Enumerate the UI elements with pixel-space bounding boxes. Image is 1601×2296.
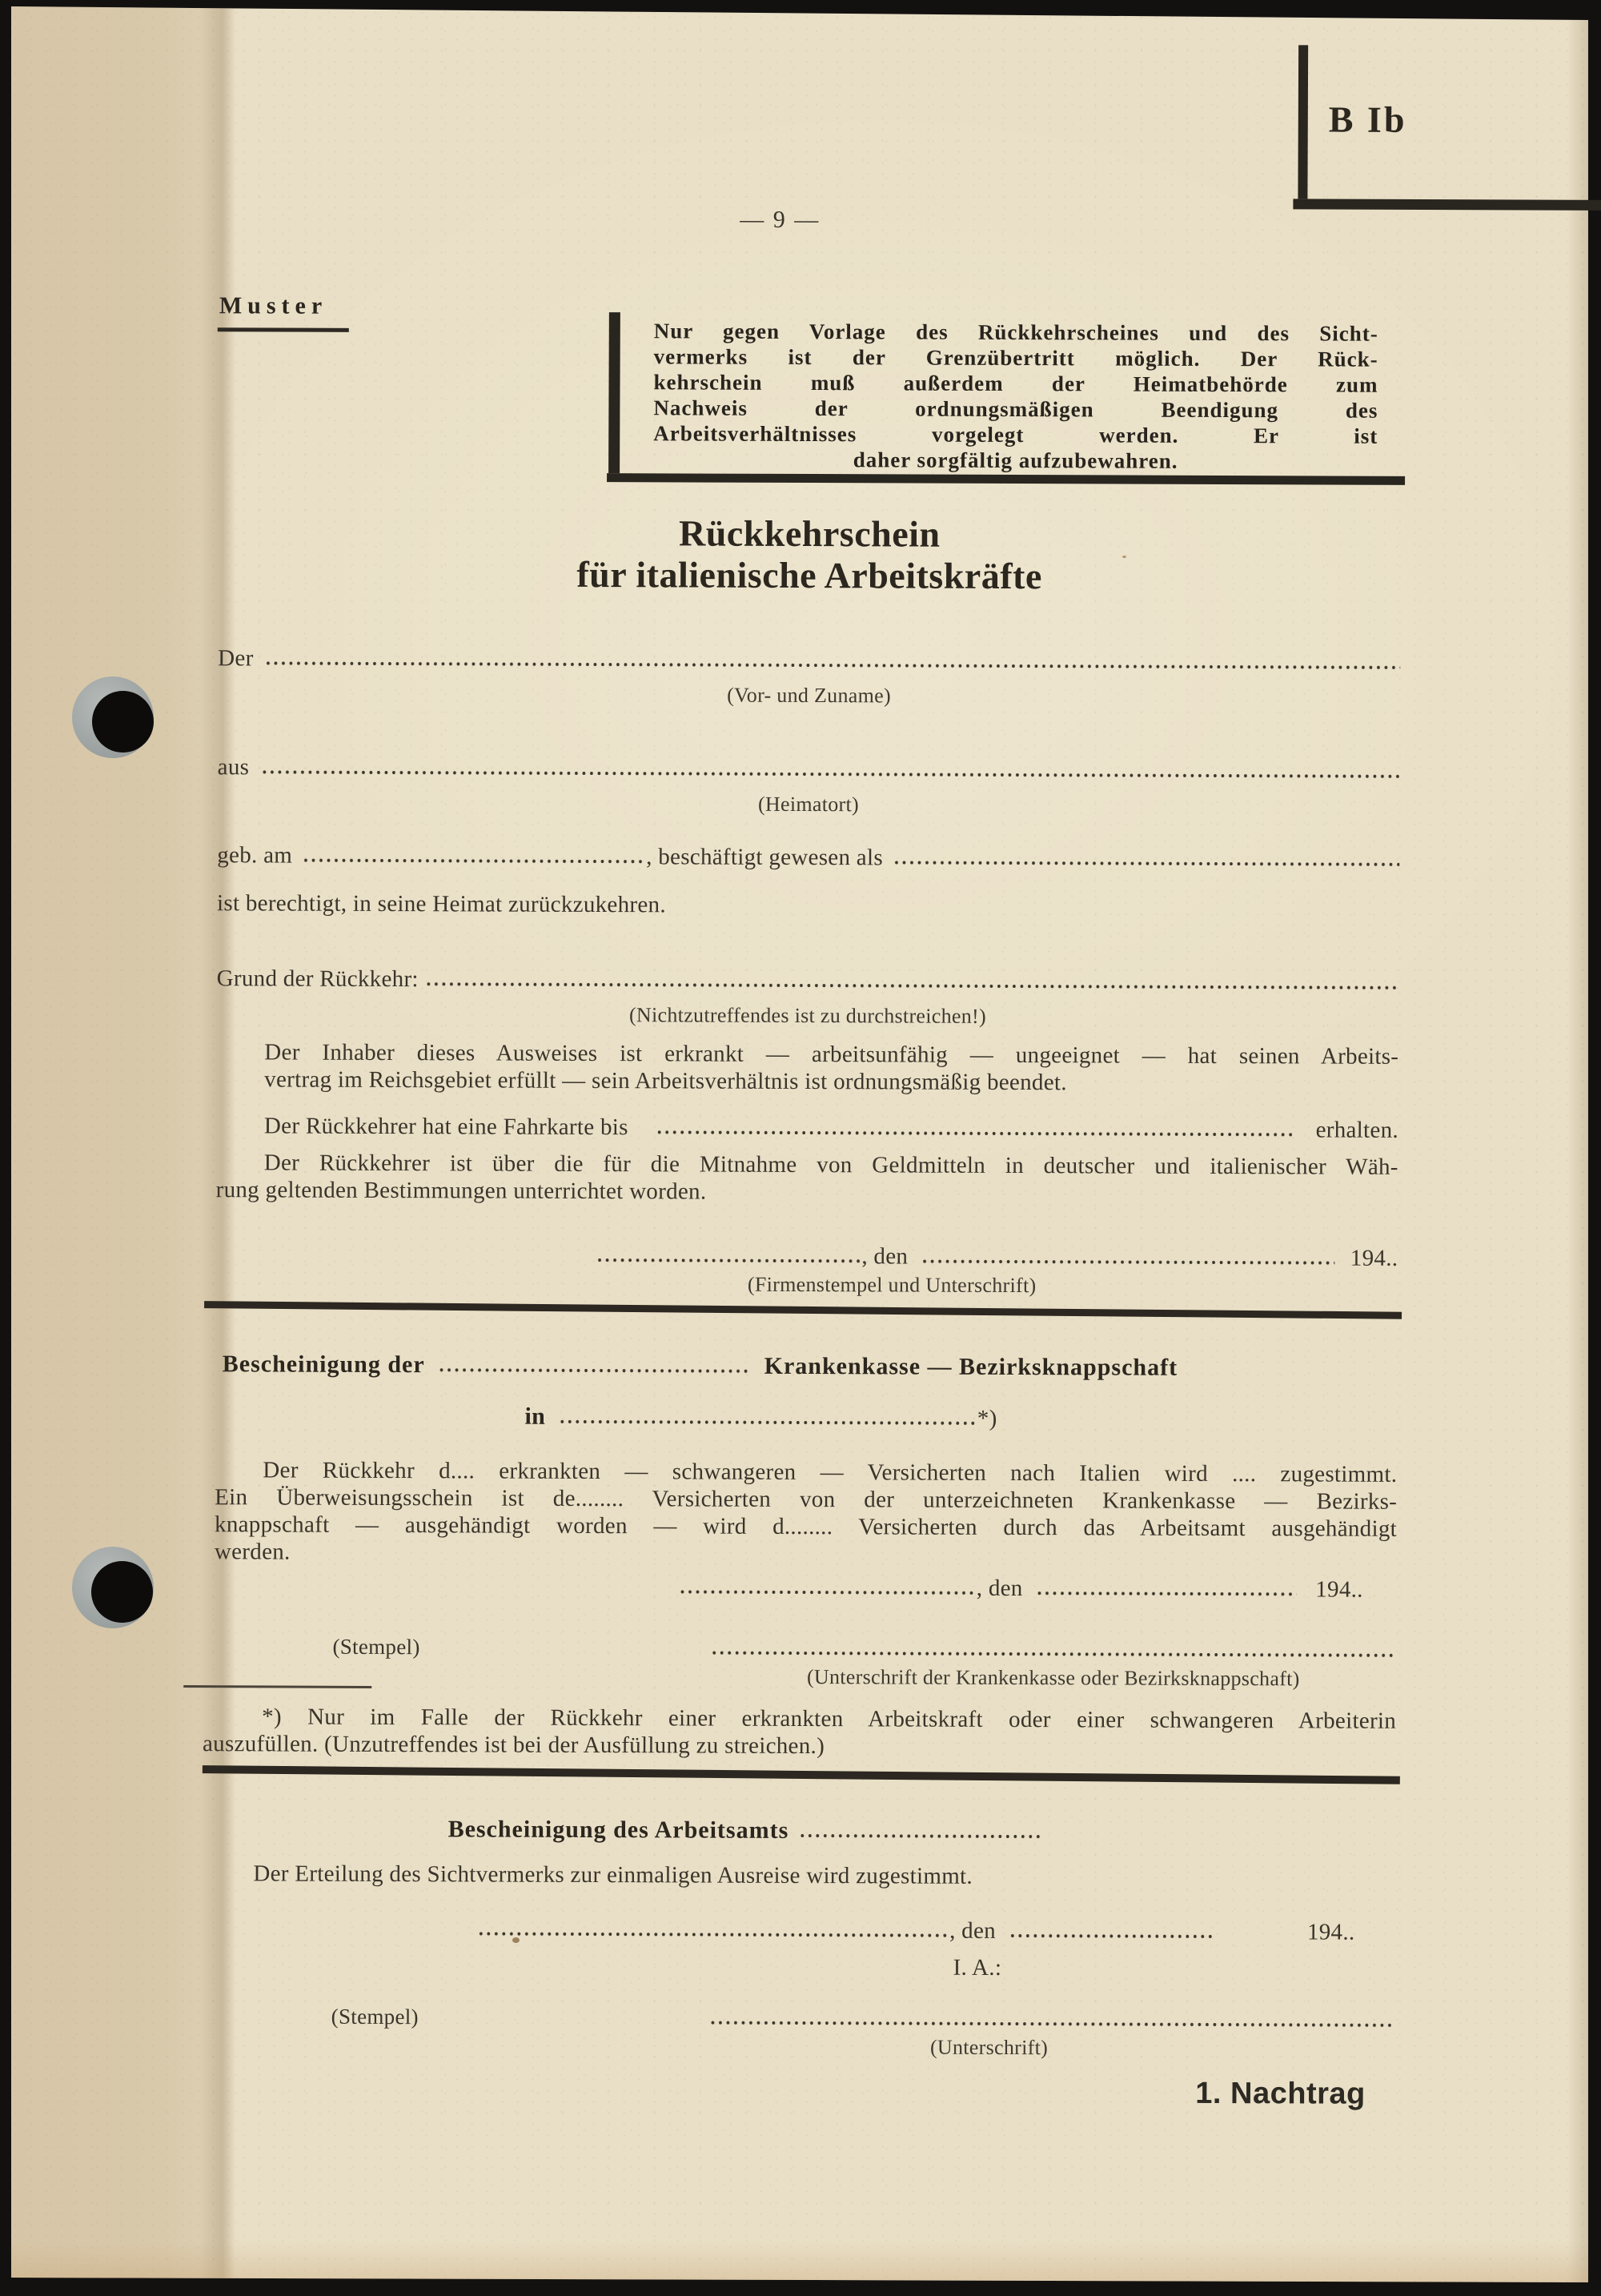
- name-field-blank: [265, 644, 1401, 676]
- year-label: 194..: [1306, 1919, 1355, 1945]
- hometown-field-label: aus: [217, 754, 250, 781]
- ticket-label: Der Rückkehrer hat eine Fahrkarte bis: [263, 1113, 628, 1141]
- page-number: — 9 —: [740, 206, 821, 234]
- signature-blank: [710, 1633, 1396, 1664]
- return-reason-row: [217, 965, 1399, 997]
- birthdate-blank: [302, 842, 646, 871]
- hometown-field-row: [218, 753, 1400, 785]
- location-label: in: [524, 1403, 546, 1430]
- notice-line: Nur gegen Vorlage des Rückkehrscheines und des Sicht-: [653, 319, 1378, 346]
- ticket-row: [264, 1112, 1398, 1143]
- krankenkasse-body-line2: Ein Überweisungsschein ist de........ Versicherten von der unterzeichneten Krankenkasse — Bezirks-: [215, 1484, 1398, 1515]
- return-reason-label: Grund der Rückkehr:: [216, 965, 419, 993]
- place-blank: [596, 1242, 861, 1270]
- currency-notice-line1: Der Rückkehrer ist über die für die Mitnahme von Geldmitteln in deutscher und italienischer Wäh-: [263, 1150, 1398, 1180]
- signature-blank: [709, 2003, 1395, 2034]
- krankenkasse-name-blank: [438, 1351, 752, 1380]
- den-label: , den: [949, 1917, 997, 1944]
- notice-box-left-border: [608, 312, 620, 473]
- notice-line: kehrschein muß außerdem der Heimatbehörde zum: [653, 370, 1378, 397]
- year-label: 194..: [1350, 1245, 1398, 1271]
- name-field-row: [218, 644, 1400, 676]
- date-blank: [1036, 1575, 1297, 1603]
- krankenkasse-heading-prefix: Bescheinigung der: [222, 1351, 425, 1379]
- den-label: , den: [861, 1243, 909, 1270]
- corner-bracket-vertical: [1298, 45, 1308, 199]
- year-label: 194..: [1315, 1576, 1363, 1603]
- name-field-label: Der: [218, 645, 254, 672]
- arbeitsamt-heading-row: [448, 1816, 1153, 1845]
- return-reason-blank: [425, 965, 1399, 997]
- stamp-caption-krankenkasse: (Stempel): [332, 1634, 420, 1660]
- arbeitsamt-signature-caption: (Unterschrift): [929, 2035, 1049, 2060]
- krankenkasse-signature-caption: (Unterschrift der Krankenkasse oder Bezirksknappschaft): [806, 1665, 1300, 1691]
- section-divider-rule: [204, 1301, 1402, 1319]
- occupation-label: , beschäftigt gewesen als: [646, 844, 884, 871]
- firm-signature-caption: (Firmenstempel und Unterschrift): [747, 1272, 1037, 1298]
- footnote-line1: *) Nur im Falle der Rückkehr einer erkrankten Arbeitskraft oder einer schwangeren Arbeiterin: [262, 1704, 1397, 1734]
- krankenkasse-heading-row: [223, 1351, 1327, 1382]
- entitlement-line: ist berechtigt, in seine Heimat zurückzukehren.: [216, 890, 666, 918]
- ticket-destination-blank: [656, 1114, 1292, 1143]
- date-blank: [1009, 1917, 1213, 1945]
- firm-date-row: [596, 1242, 1398, 1272]
- ticket-suffix: erhalten.: [1315, 1117, 1399, 1143]
- place-blank: [477, 1915, 949, 1944]
- return-reason-caption: (Nichtzutreffendes ist zu durchstreichen!): [628, 1003, 987, 1028]
- corner-bracket-horizontal: [1293, 199, 1601, 210]
- occupation-blank: [893, 844, 1399, 873]
- krankenkasse-body-line1: Der Rückkehr d.... erkrankten — schwangeren — Versicherten nach Italien wird .... zugestimmt.: [263, 1457, 1398, 1487]
- den-label: , den: [976, 1575, 1023, 1602]
- krankenkasse-date-row: [679, 1573, 1363, 1603]
- currency-notice-line2: rung geltenden Bestimmungen unterrichtet worden.: [215, 1177, 707, 1205]
- document-title-line2: für italienische Arbeitskräfte: [576, 553, 1042, 597]
- name-field-caption: (Vor- und Zuname): [727, 683, 892, 708]
- notice-line: Nachweis der ordnungsmäßigen Beendigung des: [653, 395, 1378, 423]
- notice-line: Arbeitsverhältnisses vorgelegt werden. Er ist: [653, 421, 1378, 448]
- birthdate-label: geb. am: [217, 842, 293, 869]
- document-title-line1: Rückkehrschein: [678, 512, 941, 555]
- footnote-rule: [183, 1685, 371, 1688]
- notice-box-bottom-border: [607, 473, 1405, 485]
- krankenkasse-signature-row: [710, 1633, 1396, 1664]
- place-blank: [679, 1573, 977, 1601]
- arbeitsamt-signature-row: [709, 2003, 1395, 2034]
- muster-underline: [218, 327, 349, 332]
- arbeitsamt-date-row: [477, 1915, 1395, 1945]
- arbeitsamt-body: Der Erteilung des Sichtvermerks zur einmaligen Ausreise wird zugestimmt.: [253, 1860, 973, 1889]
- date-blank: [921, 1243, 1334, 1272]
- hometown-field-caption: (Heimatort): [757, 792, 860, 817]
- notice-line: vermerks ist der Grenzübertritt möglich. Der Rück-: [653, 344, 1378, 371]
- stamp-caption-arbeitsamt: (Stempel): [331, 2004, 419, 2029]
- section-divider-rule: [203, 1765, 1400, 1784]
- location-blank: [558, 1403, 977, 1432]
- corner-mark-label: B Ib: [1328, 98, 1407, 140]
- holder-status-line2: vertrag im Reichsgebiet erfüllt — sein Arbeitsverhältnis ist ordnungsmäßig beendet.: [264, 1066, 1067, 1096]
- footer-supplement-mark: 1. Nachtrag: [1195, 2076, 1366, 2111]
- holder-status-line1: Der Inhaber dieses Ausweises ist erkrankt — arbeitsunfähig — ungeeignet — hat seinen Arbeits-: [264, 1039, 1399, 1070]
- krankenkasse-heading-suffix: Krankenkasse — Bezirksknappschaft: [764, 1352, 1178, 1381]
- birthdate-occupation-row: [217, 841, 1399, 873]
- krankenkasse-body-line3: knappschaft — ausgehändigt worden — wird d........ Versicherten durch das Arbeitsamt ausgehändigt: [214, 1511, 1398, 1542]
- arbeitsamt-name-blank: [798, 1817, 1042, 1845]
- footnote-line2: auszufüllen. (Unzutreffendes ist bei der Ausfüllung zu streichen.): [202, 1731, 825, 1760]
- ia-label: I. A.:: [953, 1954, 1002, 1981]
- notice-line: daher sorgfältig aufzubewahren.: [853, 448, 1178, 473]
- footnote-marker: *): [977, 1405, 997, 1431]
- krankenkasse-location-row: [525, 1403, 997, 1432]
- notice-text: [653, 318, 1378, 474]
- hometown-field-blank: [260, 753, 1400, 785]
- muster-label: Muster: [219, 292, 328, 319]
- krankenkasse-body-line4: werden.: [214, 1539, 291, 1565]
- arbeitsamt-heading: Bescheinigung des Arbeitsamts: [447, 1816, 789, 1844]
